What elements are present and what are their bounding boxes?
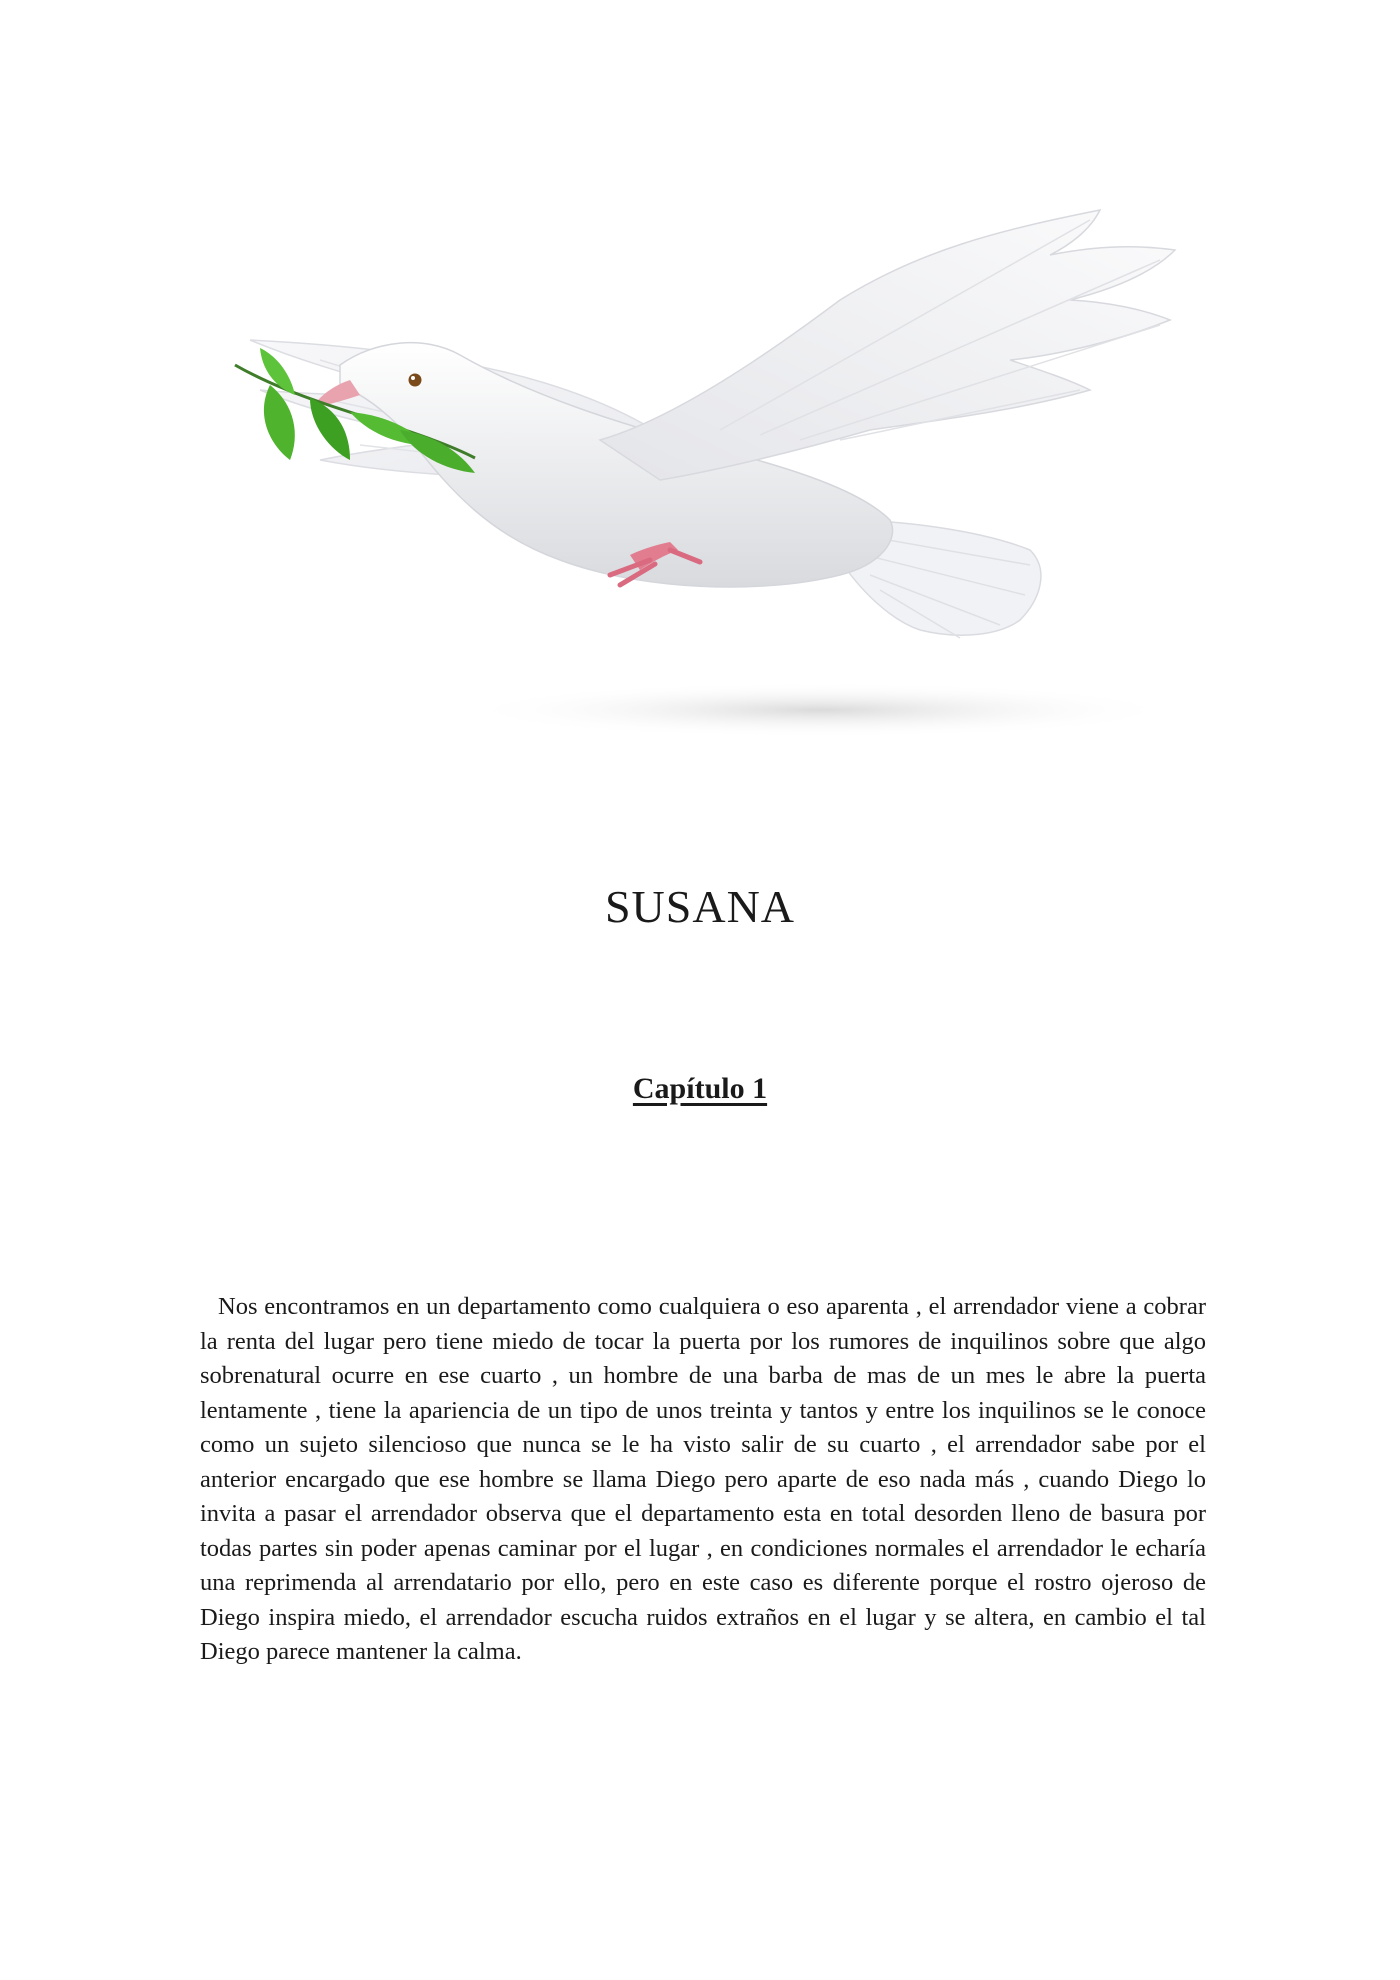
book-title: SUSANA [604, 881, 796, 932]
chapter-heading: Capítulo 1 [632, 1072, 768, 1105]
front-wing [600, 210, 1175, 480]
dove-with-olive-branch-icon [200, 190, 1220, 770]
chapter-body-paragraph: Nos encontramos en un departamento como cualquiera o eso aparenta , el arrendador viene a cobrar la renta del lugar pero tiene miedo de tocar la puerta por los rumores de inquilinos sobre que algo sobrenatural ocurre en ese cuarto , un hombre de una barba de mas de un mes le abre la puerta lentamente , tiene la apariencia de un tipo de unos treinta y tantos y entre los inquilinos se le conoce como un sujeto silencioso que nunca se le ha visto salir de su cuarto , el arrendador sabe por el anterior encargado que ese hombre se llama Diego pero aparte de eso nada más , cuando Diego lo invita a pasar el arrendador observa que el departamento esta en total desorden lleno de basura por todas partes sin poder apenas caminar por el lugar , en condiciones normales el arrendador le echaría una reprimenda al arrendatario por ello, pero en este caso es diferente porque el rostro ojeroso de Diego inspira miedo, el arrendador escucha ruidos extraños en el lugar y se altera, en cambio el tal Diego parece mantener la calma. [200, 1293, 1206, 1665]
